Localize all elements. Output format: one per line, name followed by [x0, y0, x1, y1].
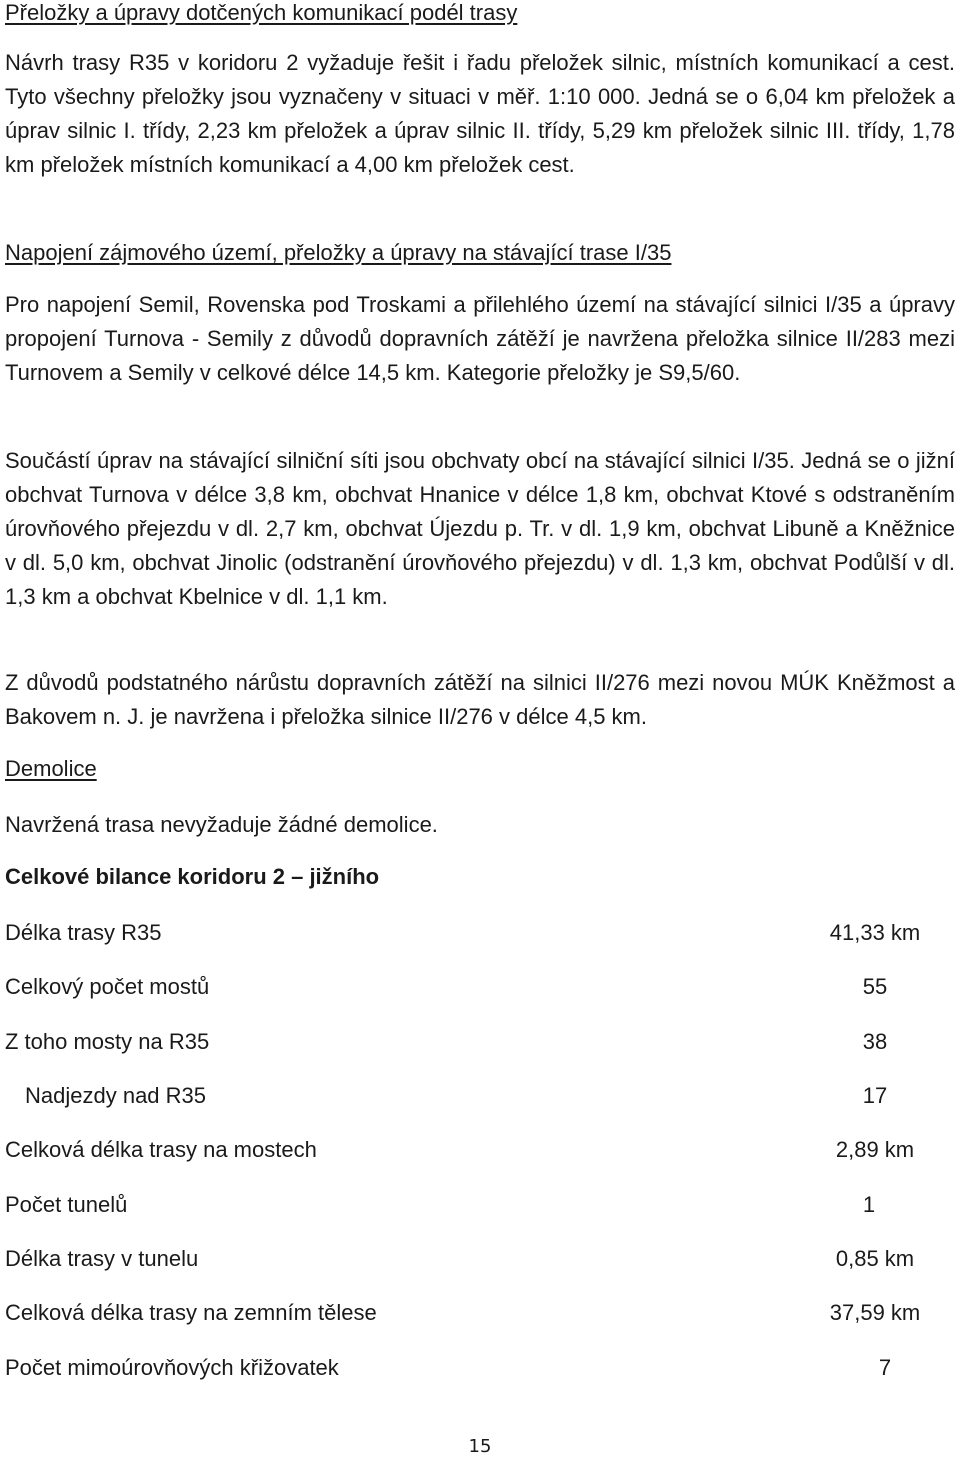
paragraph-connections-3: Z důvodů podstatného nárůstu dopravních zátěží na silnici II/276 mezi novou MÚK Kněžmost a Bakovem n. J. je navržena i přeložka silnice II/276 v délce 4,5 km.	[5, 670, 955, 729]
summary-row	[5, 1244, 955, 1274]
summary-row-label: Celkový počet mostů	[5, 974, 210, 999]
summary-title: Celkové bilance koridoru 2 – jižního	[5, 864, 380, 889]
summary-row-value: 1	[862, 1192, 876, 1217]
paragraph-demolitions: Navržená trasa nevyžaduje žádné demolice.	[5, 812, 438, 837]
summary-row-label: Počet tunelů	[5, 1192, 128, 1217]
summary-row-value: 2,89 km	[835, 1137, 915, 1162]
summary-row	[5, 1027, 955, 1057]
summary-row-label: Počet mimoúrovňových křižovatek	[5, 1355, 339, 1380]
paragraph-connections-1: Pro napojení Semil, Rovenska pod Troskami a přilehlého území na stávající silnici I/35 a úpravy propojení Turnova - Semily z důvodů dopravních zátěží je navržena přeložka silnice II/283 mezi Turnovem a Semily v celkové délce 14,5 km. Kategorie přeložky je S9,5/60.	[5, 292, 955, 385]
summary-row-value: 17	[862, 1083, 888, 1108]
paragraph-relocations: Návrh trasy R35 v koridoru 2 vyžaduje řešit i řadu přeložek silnic, místních komunikací a cest. Tyto všechny přeložky jsou vyznačeny v situaci v měř. 1:10 000. Jedná se o 6,04 km přeložek a úprav silnic I. třídy, 2,23 km přeložek a úprav silnic II. třídy, 5,29 km přeložek silnic III. třídy, 1,78 km přeložek místních komunikací a 4,00 km přeložek cest.	[5, 50, 955, 177]
summary-row-value: 38	[862, 1029, 888, 1054]
summary-row-label: Délka trasy R35	[5, 920, 162, 945]
summary-row-label: Nadjezdy nad R35	[25, 1083, 207, 1108]
summary-row-label: Z toho mosty na R35	[5, 1029, 210, 1054]
summary-row-value: 55	[862, 974, 888, 999]
summary-row-label: Celková délka trasy na zemním tělese	[5, 1300, 377, 1325]
summary-row	[5, 1081, 955, 1111]
section-heading-relocations: Přeložky a úpravy dotčených komunikací podél trasy	[5, 0, 518, 25]
summary-row	[5, 1135, 955, 1165]
summary-row-value: 7	[878, 1355, 892, 1380]
summary-row-value: 0,85 km	[835, 1246, 915, 1271]
summary-row-value: 41,33 km	[829, 920, 921, 945]
summary-row	[5, 1298, 955, 1328]
summary-row-label: Celková délka trasy na mostech	[5, 1137, 317, 1162]
summary-row	[5, 1353, 955, 1383]
summary-row	[5, 1190, 955, 1220]
summary-row-value: 37,59 km	[829, 1300, 921, 1325]
summary-row-label: Délka trasy v tunelu	[5, 1246, 199, 1271]
summary-row	[5, 972, 955, 1002]
section-heading-connections: Napojení zájmového území, přeložky a úpravy na stávající trase I/35	[5, 240, 672, 265]
page-number: 15	[468, 1436, 492, 1457]
section-heading-demolitions: Demolice	[5, 756, 97, 781]
summary-row	[5, 918, 955, 948]
paragraph-connections-2: Součástí úprav na stávající silniční síti jsou obchvaty obcí na stávající silnici I/35. Jedná se o jižní obchvat Turnova v délce 3,8 km, obchvat Hnanice v délce 1,8 km, obchvat Ktové s odstraněním úrovňového přejezdu v dl. 2,7 km, obchvat Újezdu p. Tr. v dl. 1,9 km, obchvat Libuně a Kněžnice v dl. 5,0 km, obchvat Jinolic (odstranění úrovňového přejezdu) v dl. 1,3 km, obchvat Podůlší v dl. 1,3 km a obchvat Kbelnice v dl. 1,1 km.	[5, 448, 955, 609]
